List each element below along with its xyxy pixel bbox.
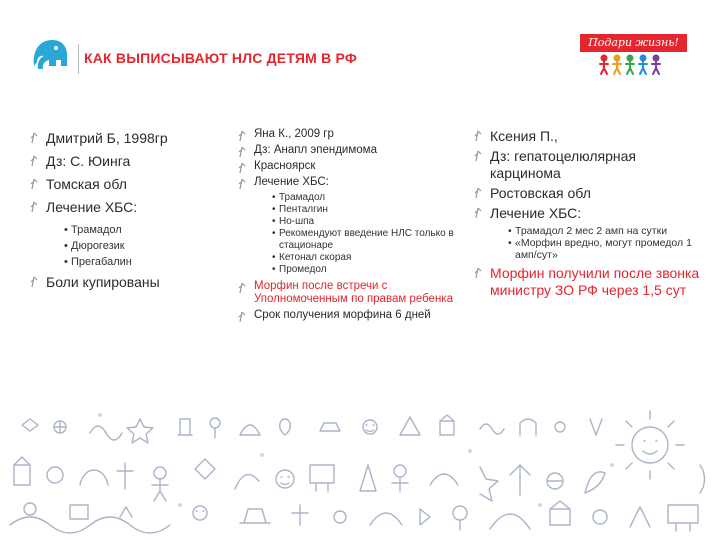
drug-item: • «Морфин вредно, могут промедол 1 амп/сут» — [508, 237, 704, 261]
drug-list — [272, 192, 466, 276]
list-item — [30, 130, 220, 146]
list-item — [238, 176, 466, 189]
patient-name: Дмитрий Б, 1998гр — [46, 130, 168, 146]
bullet-icon — [30, 201, 39, 213]
bullet-icon — [474, 130, 483, 142]
bullet-icon — [474, 267, 483, 279]
drug-item: • Трамадол 2 мес 2 амп на сутки — [508, 225, 704, 237]
drug-list — [64, 222, 220, 270]
list-item — [238, 309, 466, 322]
drug-item: • Но-шпа — [272, 216, 466, 228]
list-item — [30, 274, 220, 290]
bullet-icon — [238, 162, 247, 174]
doodle-border-illustration — [0, 405, 720, 540]
bullet-icon — [238, 146, 247, 158]
drug-list — [508, 225, 704, 261]
bullet-icon — [30, 276, 39, 288]
brand-logo: Подари жизнь! — [580, 34, 687, 52]
diagnosis: Дз: С. Юинга — [46, 153, 131, 169]
header-divider — [78, 44, 79, 74]
list-item — [474, 148, 704, 182]
drug-item: • Кетонал скорая — [272, 252, 466, 264]
treatment-label: Лечение ХБС: — [490, 205, 582, 221]
treatment-label: Лечение ХБС: — [254, 176, 329, 188]
bullet-icon — [238, 282, 247, 294]
treatment-label: Лечение ХБС: — [46, 199, 138, 215]
drug-item: • Пенталгин — [272, 204, 466, 216]
bullet-icon — [238, 178, 247, 190]
region: Томская обл — [46, 176, 127, 192]
bullet-icon — [30, 155, 39, 167]
drug-item: • Рекомендуют введение НЛС только в стационаре — [272, 228, 466, 252]
bullet-icon — [474, 150, 483, 162]
bullet-icon — [30, 132, 39, 144]
list-item — [30, 199, 220, 215]
list-item — [474, 205, 704, 222]
drug-item: • Трамадол — [272, 192, 466, 204]
bullet-icon — [30, 178, 39, 190]
bullet-icon — [474, 187, 483, 199]
morphine-note: Морфин после встречи с Уполномоченным по правам ребенка — [254, 280, 453, 305]
list-item — [238, 144, 466, 157]
drug-item: • Прегабалин — [64, 254, 220, 270]
patient-column-3 — [474, 128, 704, 302]
list-item — [238, 160, 466, 173]
diagnosis: Дз: Анапл эпендимома — [254, 144, 377, 156]
elephant-logo-icon — [28, 36, 70, 72]
bullet-icon — [474, 207, 483, 219]
morphine-term: Срок получения морфина 6 дней — [254, 309, 431, 321]
list-item — [30, 153, 220, 169]
patient-column-1 — [30, 130, 220, 297]
list-item — [474, 265, 704, 299]
patient-name: Яна К., 2009 гр — [254, 128, 334, 140]
morphine-note: Морфин получили после звонка министру ЗО РФ через 1,5 сут — [490, 265, 700, 298]
page-title: КАК ВЫПИСЫВАЮТ НЛС ДЕТЯМ В РФ — [84, 50, 358, 66]
children-figures-icon — [598, 54, 662, 76]
drug-item: • Трамадол — [64, 222, 220, 238]
list-item — [474, 185, 704, 202]
drug-item: • Промедол — [272, 264, 466, 276]
region: Ростовская обл — [490, 185, 591, 201]
bullet-icon — [238, 130, 247, 142]
patient-name: Ксения П., — [490, 128, 558, 144]
list-item — [238, 280, 466, 306]
list-item — [238, 128, 466, 141]
list-item — [474, 128, 704, 145]
patient-column-2 — [238, 128, 466, 325]
drug-item: • Дюрогезик — [64, 238, 220, 254]
diagnosis: Дз: гепатоцелюлярная карцинома — [490, 148, 637, 181]
outcome: Боли купированы — [46, 274, 160, 290]
region: Красноярск — [254, 160, 316, 172]
list-item — [30, 176, 220, 192]
bullet-icon — [238, 311, 247, 323]
